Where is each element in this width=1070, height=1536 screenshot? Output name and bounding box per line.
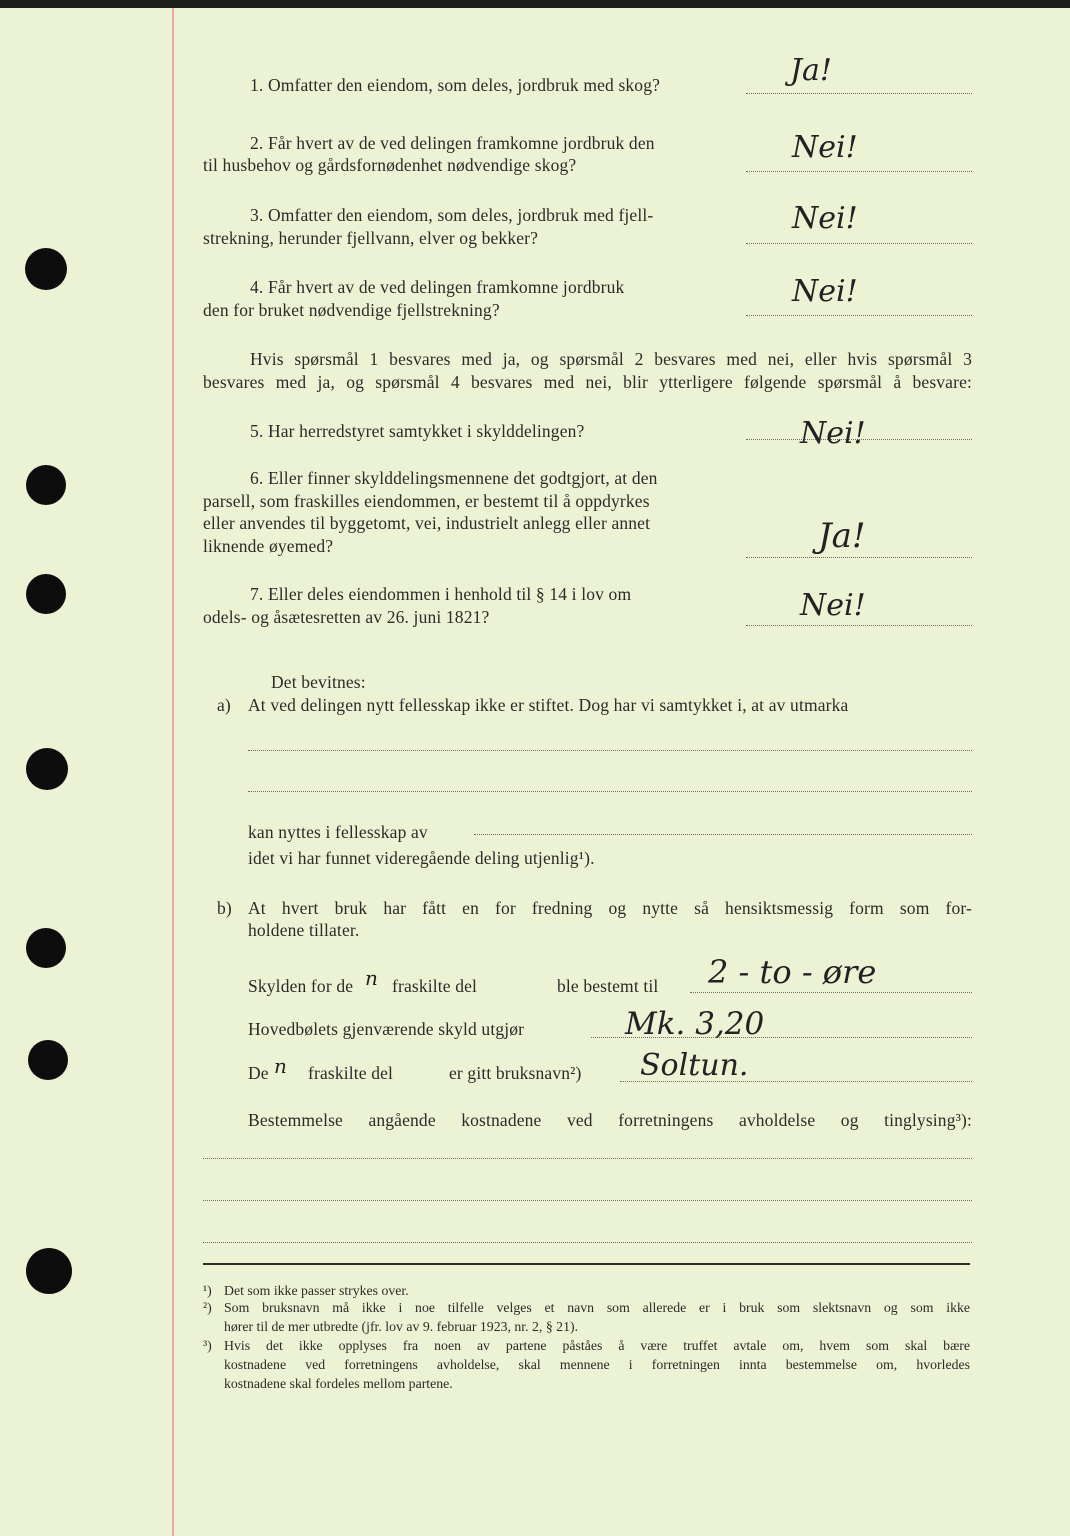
navn-handwritten-suffix: n: [274, 1054, 287, 1078]
hoved-answer: Mk. 3,20: [625, 1006, 765, 1042]
answer-line: [746, 557, 972, 558]
margin-line: [172, 8, 174, 1536]
item-a-line-4: idet vi har funnet videregående deling utjenlig¹).: [248, 848, 595, 868]
item-a-text: At ved delingen nytt fellesskap ikke er stiftet. Dog har vi samtykket i, at av utmarka: [248, 695, 849, 715]
question-1-answer: Ja!: [790, 53, 832, 88]
skyld-label-3: ble bestemt til: [557, 976, 659, 996]
item-a-line-3: kan nyttes i fellesskap av: [248, 822, 428, 842]
answer-line: [746, 93, 972, 94]
skyld-handwritten-suffix: n: [365, 966, 378, 990]
skyld-label-1: Skylden for de: [248, 976, 354, 996]
question-5-answer: Nei!: [800, 416, 866, 451]
item-b-line-2: holdene tillater.: [248, 920, 360, 940]
question-2-line-2: til husbehov og gårdsfornødenhet nødvendige skog?: [203, 155, 577, 175]
question-4-line-2: den for bruket nødvendige fjellstrekning?: [203, 300, 500, 320]
question-6-line-3: eller anvendes til byggetomt, vei, industrielt anlegg eller annet: [203, 513, 651, 533]
question-5-text: 5. Har herredstyret samtykket i skylddelingen?: [250, 421, 585, 441]
question-7-answer: Nei!: [800, 588, 866, 623]
footnote-2-line-1: Som bruksnavn må ikke i noe tilfelle velges et navn som allerede er i bruk som slektsnavn og som ikke: [224, 1300, 970, 1315]
binder-hole: [26, 1248, 72, 1294]
footnote-3-line-1: Hvis det ikke opplyses fra noen av partene påståes å være truffet avtale om, hvem som skal bære: [224, 1338, 970, 1353]
question-7-line-1: 7. Eller deles eiendommen i henhold til § 14 i lov om: [250, 584, 632, 604]
attest-intro: Det bevitnes:: [271, 672, 366, 692]
condition-line-2: besvares med ja, og spørsmål 4 besvares med nei, blir ytterligere følgende spørsmål å besvare:: [203, 372, 972, 392]
answer-line: [690, 992, 972, 993]
binder-hole: [26, 928, 66, 968]
navn-answer: Soltun.: [640, 1048, 749, 1083]
blank-line: [203, 1158, 972, 1159]
footnote-2-line-2: hører til de mer utbredte (jfr. lov av 9. februar 1923, nr. 2, § 21).: [224, 1319, 579, 1334]
condition-line-1: Hvis spørsmål 1 besvares med ja, og spørsmål 2 besvares med nei, eller hvis spørsmål 3: [250, 349, 972, 369]
answer-line: [746, 171, 972, 172]
skyld-label-2: fraskilte del: [392, 976, 478, 996]
question-4-answer: Nei!: [792, 274, 858, 309]
footnote-1-line-1: Det som ikke passer strykes over.: [224, 1283, 409, 1298]
question-3-answer: Nei!: [792, 201, 858, 236]
answer-line: [746, 315, 972, 316]
navn-label-1: De: [248, 1063, 269, 1083]
blank-line: [474, 834, 972, 835]
answer-line: [746, 625, 972, 626]
item-b-line-1: At hvert bruk har fått en for fredning og nytte så hensiktsmessig form som for-: [248, 898, 972, 918]
question-4-line-1: 4. Får hvert av de ved delingen framkomne jordbruk: [250, 277, 625, 297]
blank-line: [248, 750, 972, 751]
blank-line: [248, 791, 972, 792]
binder-hole: [28, 1040, 68, 1080]
footnote-3-mark: ³): [203, 1338, 212, 1353]
question-6-line-1: 6. Eller finner skylddelingsmennene det godtgjort, at den: [250, 468, 658, 488]
question-3-line-1: 3. Omfatter den eiendom, som deles, jordbruk med fjell-: [250, 205, 654, 225]
hoved-label: Hovedbølets gjenværende skyld utgjør: [248, 1019, 525, 1039]
question-3-line-2: strekning, herunder fjellvann, elver og bekker?: [203, 228, 539, 248]
question-2-answer: Nei!: [792, 130, 858, 165]
kostnad-label: Bestemmelse angående kostnadene ved forretningens avholdelse og tinglysing³):: [248, 1110, 972, 1130]
binder-hole: [26, 574, 66, 614]
question-2-line-1: 2. Får hvert av de ved delingen framkomne jordbruk den: [250, 133, 655, 153]
navn-label-2: fraskilte del: [308, 1063, 394, 1083]
item-b-label: b): [217, 898, 232, 918]
blank-line: [203, 1200, 972, 1201]
footnote-rule: [203, 1263, 970, 1265]
footnote-2-mark: ²): [203, 1300, 212, 1315]
question-1-text: 1. Omfatter den eiendom, som deles, jordbruk med skog?: [250, 75, 661, 95]
blank-line: [203, 1242, 972, 1243]
item-a-label: a): [217, 695, 231, 715]
question-6-answer: Ja!: [818, 516, 866, 556]
question-6-line-2: parsell, som fraskilles eiendommen, er bestemt til å oppdyrkes: [203, 491, 650, 511]
question-7-line-2: odels- og åsætesretten av 26. juni 1821?: [203, 607, 490, 627]
question-6-line-4: liknende øyemed?: [203, 536, 334, 556]
binder-hole: [25, 248, 67, 290]
answer-line: [746, 243, 972, 244]
footnote-3-line-3: kostnadene skal fordeles mellom partene.: [224, 1376, 453, 1391]
skyld-answer: 2 - to - øre: [708, 953, 877, 991]
navn-label-3: er gitt bruksnavn²): [449, 1063, 582, 1083]
footnote-1-mark: ¹): [203, 1283, 212, 1298]
footnote-3-line-2: kostnadene ved forretningens avholdelse, skal mennene i forretningen innta bestemmelse om, hvorledes: [224, 1357, 970, 1372]
binder-hole: [26, 748, 68, 790]
form-page: [0, 8, 1070, 1536]
binder-hole: [26, 465, 66, 505]
